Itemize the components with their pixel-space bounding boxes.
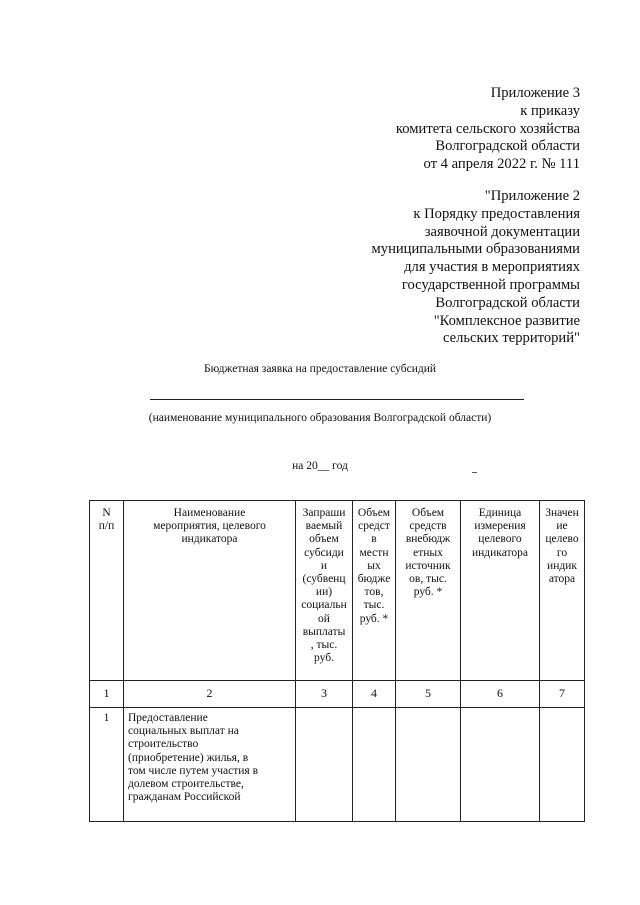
column-header-line: внебюдж [405,533,451,546]
column-header-line: средст [358,520,390,533]
column-header-line: ии) [315,586,333,599]
document-title: Бюджетная заявка на предоставление субсидий [203,363,437,375]
column-header-line: индик [547,559,577,572]
column-header-line: , тыс. [310,639,338,652]
appendix-2-line: "Комплексное развитие [433,312,580,329]
row-name-line: Предоставление [128,712,208,724]
column-header [124,501,296,681]
appendix-2-line: "Приложение 2 [484,188,580,204]
column-header-line: выплаты [302,625,346,638]
appendix-2-header [372,188,580,348]
appendix-3-line: от 4 апреля 2022 г. № 111 [423,156,580,173]
column-header-line: субсиди [304,546,344,559]
appendix-2-line: государственной программы [401,276,580,293]
row-value-cell [540,708,585,822]
column-header-line: Значен [545,507,579,519]
column-header [396,501,461,681]
column-number: 4 [353,681,396,708]
appendix-2-line: муниципальными образованиями [371,241,580,258]
column-header-line: ых [367,559,381,572]
column-number: 6 [461,681,540,708]
appendix-3-line: комитета сельского хозяйства [395,120,580,137]
column-header-line: ов, тыс. [409,573,447,586]
column-header-line: Объем [357,507,391,519]
column-header-line: тов, [364,586,384,599]
column-header-line: руб. * [413,586,443,599]
column-number: 3 [296,681,353,708]
column-header-line: N [102,507,111,519]
column-number: 7 [540,681,585,708]
row-index: 1 [90,708,124,822]
column-header-line: ие [556,520,568,533]
column-header-line: атора [548,573,576,586]
column-header-line: ваемый [305,520,343,533]
column-header-line: целевого [478,533,522,546]
column-header-line: социальн [301,599,347,612]
column-header-line: Единица [478,507,522,519]
row-name-line: том числе путем участия в [128,764,259,777]
column-header [90,501,124,681]
column-header-line: объем [309,533,339,546]
column-header-line: го [556,546,568,559]
row-name-line: социальных выплат на [128,725,239,738]
scan-mark [472,472,477,473]
appendix-2-line: сельских территорий" [442,330,580,347]
column-header-line: и [320,559,328,572]
row-value-cell [353,708,396,822]
row-name-line: (приобретение) жилья, в [128,751,249,764]
column-header-line: тыс. [363,599,385,612]
column-header-line: п/п [98,520,115,533]
row-name-line: долевом строительстве, [128,778,244,791]
column-header-line: руб. [314,652,334,665]
appendix-2-line: для участия в мероприятиях [404,259,580,276]
column-header-line: бюдже [357,573,391,586]
row-name-line: строительство [128,738,199,751]
column-header-line: руб. * [359,612,389,625]
column-header-line: в [371,533,377,546]
column-header-line: индикатора [471,546,528,559]
budget-request-table [89,500,585,822]
appendix-3-line: к приказу [520,102,580,119]
column-header-line: Объем [411,507,445,519]
year-label: на 20__ год [292,460,348,472]
municipality-name-caption: (наименование муниципального образования Волгоградской области) [148,412,492,424]
column-number: 2 [124,681,296,708]
column-header [296,501,353,681]
column-number: 5 [396,681,461,708]
row-name-line: гражданам Российской [128,791,241,804]
column-header-line: местн [359,546,389,559]
column-header-line: индикатора [181,533,238,546]
table-row [90,708,585,822]
municipality-name-line [150,399,524,400]
column-header-line: Запраши [302,507,346,519]
column-header-line: етных [413,546,443,559]
appendix-3-header [396,85,580,174]
column-number: 1 [90,681,124,708]
row-value-cell [461,708,540,822]
column-header-line: (субвенц [302,573,346,586]
appendix-3-line: Волгоградской области [435,138,580,155]
column-header [353,501,396,681]
column-header-line: ой [318,612,330,625]
appendix-2-line: к Порядку предоставления [413,205,580,222]
column-header-line: источник [405,559,451,572]
appendix-3-line: Приложение 3 [490,85,580,101]
column-header-line: Наименование [173,507,246,519]
column-header [540,501,585,681]
column-header-line: целево [545,533,579,546]
column-header-line: мероприятия, целевого [153,520,266,533]
row-value-cell [296,708,353,822]
column-header [461,501,540,681]
column-header-line: средств [409,520,447,533]
column-header-line: измерения [474,520,526,533]
column-number-row [90,681,585,708]
row-name [124,708,296,822]
row-value-cell [396,708,461,822]
appendix-2-line: заявочной документации [424,223,580,240]
appendix-2-line: Волгоградской области [435,294,580,311]
table-header-row [90,501,585,681]
